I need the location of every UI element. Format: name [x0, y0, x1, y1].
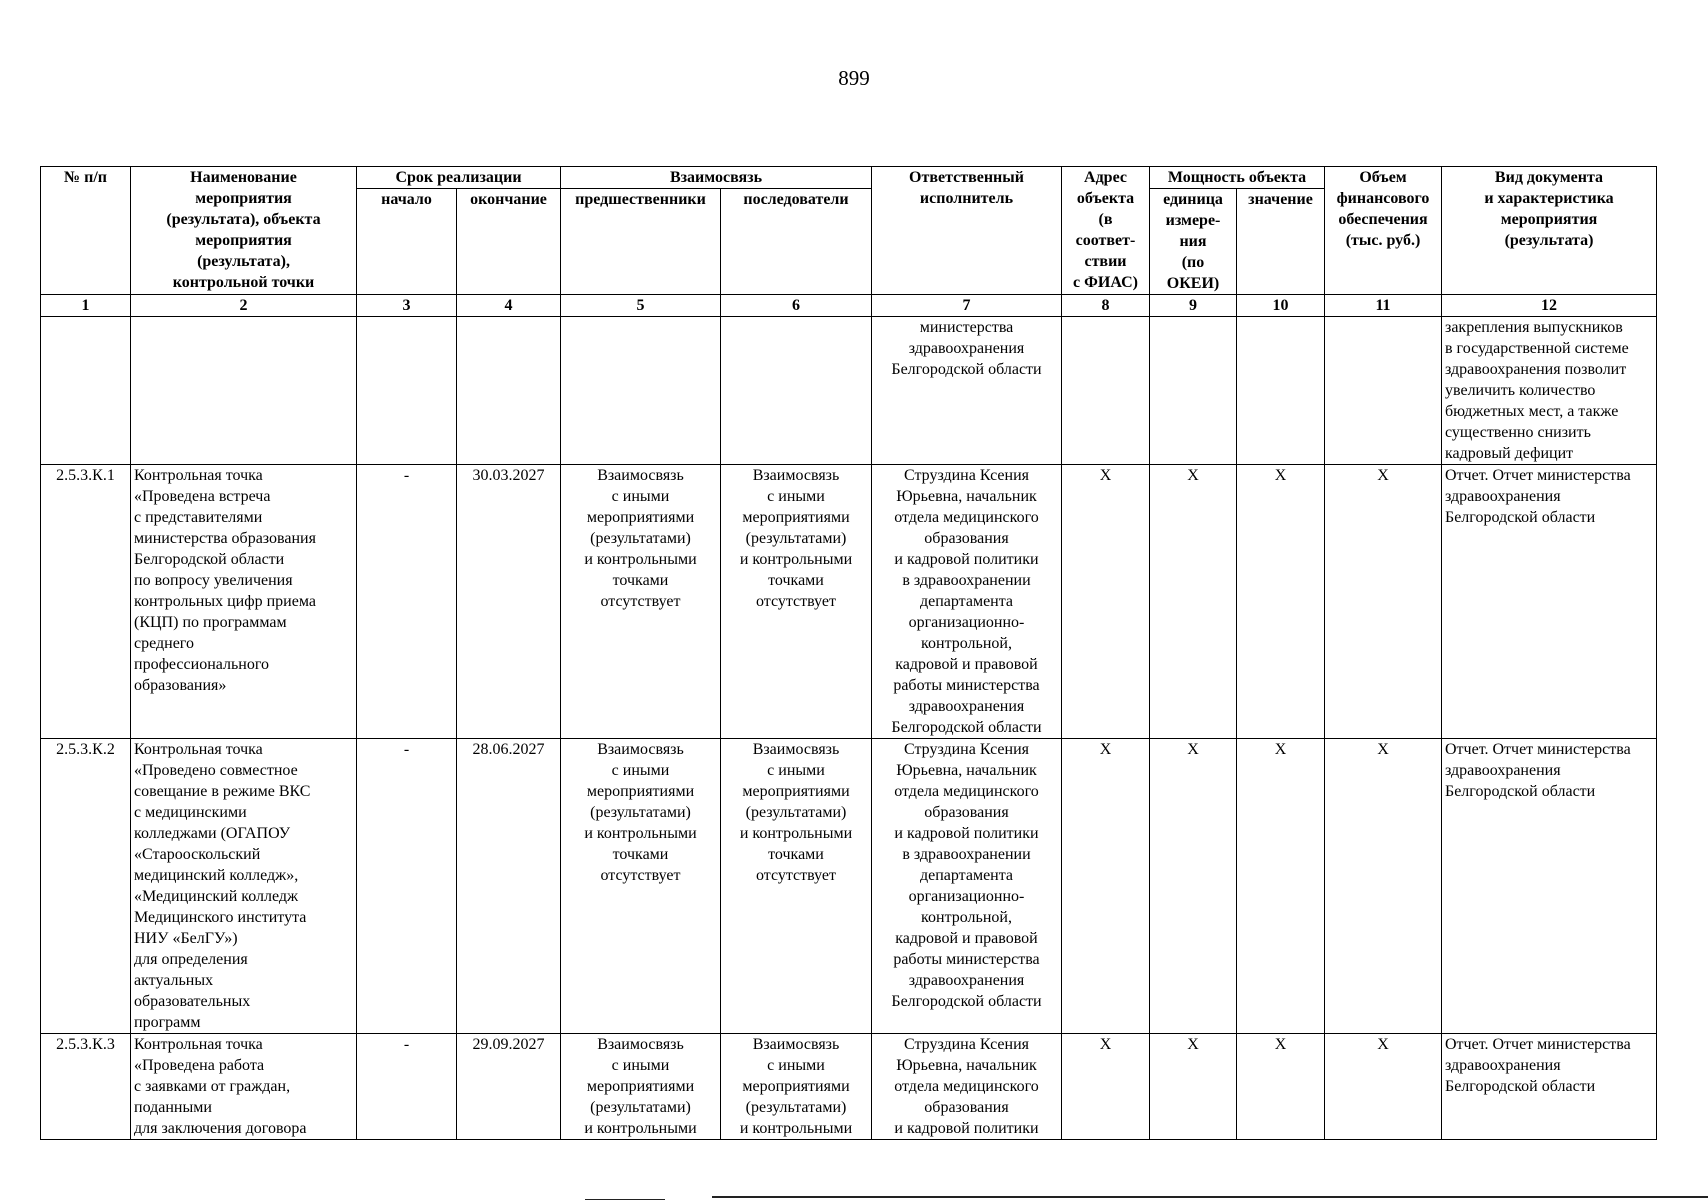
col-number: 9: [1150, 295, 1237, 317]
header-successors: последователи: [721, 189, 872, 295]
executor-cell: Струздина Ксения Юрьевна, начальник отдела медицинского образования и кадровой политики в здравоохранении департамента организационно- контрольной, кадровой и правовой работы министерства здравоохранения Белгородской области: [872, 465, 1062, 739]
header-row: [41, 167, 1657, 189]
header-address: Адрес объекта (в соответ- ствии с ФИАС): [1062, 167, 1150, 295]
document-cell: Отчет. Отчет министерства здравоохранения Белгородской области: [1442, 739, 1657, 1034]
table-row: [41, 317, 1657, 465]
finance-cell: X: [1325, 465, 1442, 739]
col-number: 5: [561, 295, 721, 317]
header-finance: Объем финансового обеспечения (тыс. руб.): [1325, 167, 1442, 295]
document-cell: Отчет. Отчет министерства здравоохранения Белгородской области: [1442, 465, 1657, 739]
end-date: 29.09.2027: [457, 1034, 561, 1140]
col-number: 11: [1325, 295, 1442, 317]
header-value: значение: [1237, 189, 1325, 295]
row-number: 2.5.3.К.2: [41, 739, 131, 1034]
unit-cell: X: [1150, 1034, 1237, 1140]
col-number: 12: [1442, 295, 1657, 317]
row-number: 2.5.3.К.3: [41, 1034, 131, 1140]
activity-name: Контрольная точка «Проведена встреча с представителями министерства образования Белгородской области по вопросу увеличения контрольных цифр приема (КЦП) по программам среднего профессионального образования»: [131, 465, 357, 739]
document-cell: Отчет. Отчет министерства здравоохранения Белгородской области: [1442, 1034, 1657, 1140]
executor-cell: министерства здравоохранения Белгородской области: [872, 317, 1062, 465]
header-end: окончание: [457, 189, 561, 295]
finance-cell: X: [1325, 739, 1442, 1034]
start-date: -: [357, 1034, 457, 1140]
value-cell: X: [1237, 739, 1325, 1034]
col-number: 1: [41, 295, 131, 317]
activity-name: Контрольная точка «Проведено совместное совещание в режиме ВКС с медицинскими колледжами (ОГАПОУ «Старооскольский медицинский колледж», «Медицинский колледж Медицинского института НИУ «БелГУ») для определения актуальных образовательных программ: [131, 739, 357, 1034]
start-date: -: [357, 465, 457, 739]
col-number: 6: [721, 295, 872, 317]
table-row: [41, 1034, 1657, 1140]
header-executor: Ответственный исполнитель: [872, 167, 1062, 295]
start-date: -: [357, 739, 457, 1034]
value-cell: X: [1237, 1034, 1325, 1140]
header-number: № п/п: [41, 167, 131, 295]
document-cell: закрепления выпускников в государственной системе здравоохранения позволит увеличить количество бюджетных мест, а также существенно снизить кадровый дефицит: [1442, 317, 1657, 465]
scan-line: [712, 1196, 1708, 1198]
col-number: 10: [1237, 295, 1325, 317]
header-start: начало: [357, 189, 457, 295]
end-date: 28.06.2027: [457, 739, 561, 1034]
successors-cell: Взаимосвязь с иными мероприятиями (результатами) и контрольными точками отсутствует: [721, 739, 872, 1034]
header-capacity: Мощность объекта: [1150, 167, 1325, 189]
table-row: [41, 739, 1657, 1034]
header-predecessors: предшественники: [561, 189, 721, 295]
unit-cell: X: [1150, 465, 1237, 739]
column-number-row: [41, 295, 1657, 317]
row-number: 2.5.3.К.1: [41, 465, 131, 739]
col-number: 8: [1062, 295, 1150, 317]
table-row: [41, 465, 1657, 739]
header-document: Вид документа и характеристика мероприятия (результата): [1442, 167, 1657, 295]
value-cell: X: [1237, 465, 1325, 739]
executor-cell: Струздина Ксения Юрьевна, начальник отдела медицинского образования и кадровой политики в здравоохранении департамента организационно- контрольной, кадровой и правовой работы министерства здравоохранения Белгородской области: [872, 739, 1062, 1034]
executor-cell: Струздина Ксения Юрьевна, начальник отдела медицинского образования и кадровой политики: [872, 1034, 1062, 1140]
finance-cell: X: [1325, 1034, 1442, 1140]
address-cell: X: [1062, 465, 1150, 739]
successors-cell: Взаимосвязь с иными мероприятиями (результатами) и контрольными: [721, 1034, 872, 1140]
header-unit: единица измере- ния (по ОКЕИ): [1150, 189, 1237, 295]
unit-cell: X: [1150, 739, 1237, 1034]
predecessors-cell: Взаимосвязь с иными мероприятиями (результатами) и контрольными точками отсутствует: [561, 739, 721, 1034]
address-cell: X: [1062, 1034, 1150, 1140]
col-number: 4: [457, 295, 561, 317]
predecessors-cell: Взаимосвязь с иными мероприятиями (результатами) и контрольными: [561, 1034, 721, 1140]
col-number: 7: [872, 295, 1062, 317]
plan-table: [40, 166, 1657, 1140]
activity-name: Контрольная точка «Проведена работа с заявками от граждан, поданными для заключения договора: [131, 1034, 357, 1140]
header-name: Наименование мероприятия (результата), объекта мероприятия (результата), контрольной точки: [131, 167, 357, 295]
col-number: 2: [131, 295, 357, 317]
page-number: 899: [838, 66, 870, 90]
predecessors-cell: Взаимосвязь с иными мероприятиями (результатами) и контрольными точками отсутствует: [561, 465, 721, 739]
header-relation: Взаимосвязь: [561, 167, 872, 189]
col-number: 3: [357, 295, 457, 317]
end-date: 30.03.2027: [457, 465, 561, 739]
address-cell: X: [1062, 739, 1150, 1034]
header-period: Срок реализации: [357, 167, 561, 189]
successors-cell: Взаимосвязь с иными мероприятиями (результатами) и контрольными точками отсутствует: [721, 465, 872, 739]
